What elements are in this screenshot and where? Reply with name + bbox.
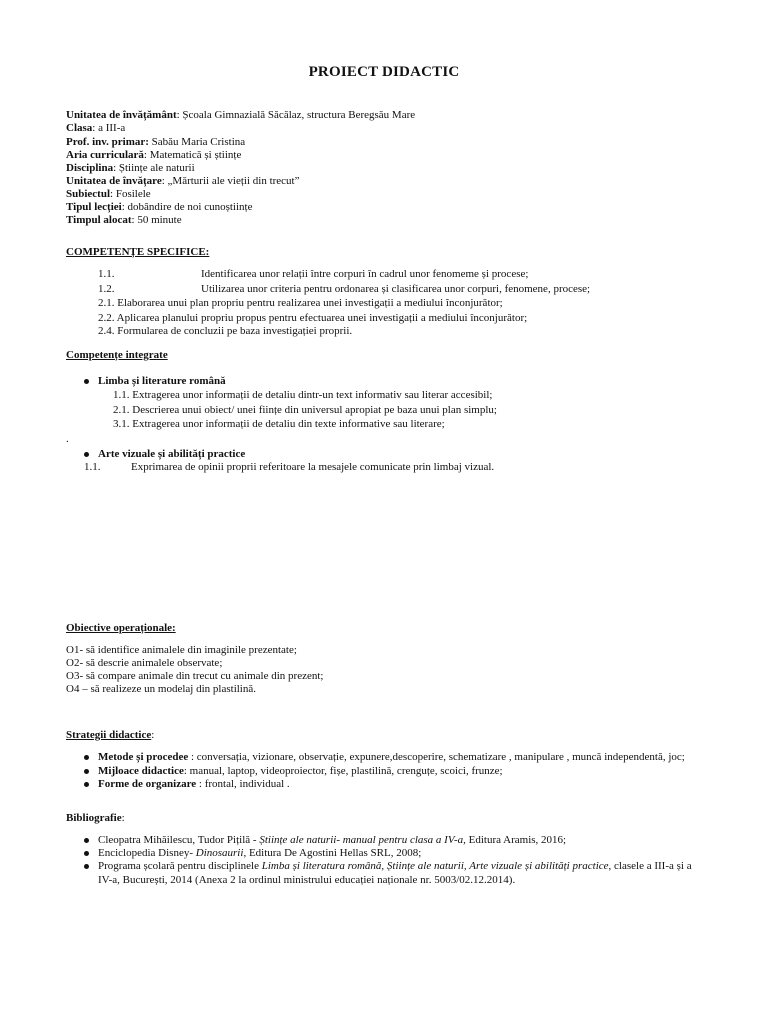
obiective-heading: Obiective operaționale:	[66, 622, 176, 634]
bibliografie-heading: Bibliografie:	[66, 812, 125, 824]
info-profesor: Prof. inv. primar: Sabău Maria Cristina	[66, 136, 246, 148]
competente-specifice-heading: COMPETENȚE SPECIFICE:	[66, 246, 210, 258]
competenta-integrata-item: 2.1. Descrierea unui obiect/ unei ființe din universul apropiat pe baza unui plan simplu;	[113, 404, 497, 416]
bullet-icon	[84, 782, 89, 787]
strategie-item: Forme de organizare : frontal, individual .	[98, 778, 290, 790]
competenta-number: 1.1.	[98, 268, 115, 280]
bullet-icon	[84, 864, 89, 869]
competente-integrate-heading: Competențe integrate	[66, 349, 168, 361]
bullet-icon	[84, 769, 89, 774]
obiectiv-item: O4 – să realizeze un modelaj din plastilină.	[66, 683, 256, 695]
bibliografie-item: Programa școlară pentru disciplinele Limba și literatura română, Științe ale naturii, Arte vizuale și abilități practice, clasele a III-a și a	[98, 860, 692, 872]
competenta-text: 2.1. Elaborarea unui plan propriu pentru realizarea unei investigații a mediului înconjurător;	[98, 297, 503, 309]
info-clasa: Clasa: a III-a	[66, 122, 126, 134]
info-unitatea: Unitatea de învățământ: Școala Gimnazială Săcălaz, structura Beregsău Mare	[66, 109, 416, 121]
competenta-text: Identificarea unor relații între corpuri în cadrul unor fenomeme și procese;	[201, 268, 529, 280]
arte-number: 1.1.	[84, 461, 101, 473]
document-title: PROIECT DIDACTIC	[308, 64, 460, 80]
stray-dot: .	[66, 433, 69, 445]
info-timpul: Timpul alocat: 50 minute	[66, 214, 182, 226]
competenta-number: 1.2.	[98, 283, 115, 295]
strategie-item: Metode și procedee : conversația, vizionare, observație, expunere,descoperire, schematizare , manipulare , muncă independentă, joc;	[98, 751, 685, 763]
limba-romana-label: Limba și literature română	[98, 375, 226, 387]
obiectiv-item: O2- să descrie animalele observate;	[66, 657, 223, 669]
obiectiv-item: O3- să compare animale din trecut cu animale din prezent;	[66, 670, 324, 682]
bibliografie-item-continuation: IV-a, București, 2014 (Anexa 2 la ordinul ministrului educației naționale nr. 5003/02.12.2014).	[98, 874, 516, 886]
bullet-icon	[84, 851, 89, 856]
bullet-icon	[84, 452, 89, 457]
competenta-integrata-item: 3.1. Extragerea unor informații de detaliu din texte informative sau literare;	[113, 418, 445, 430]
bullet-icon	[84, 755, 89, 760]
competenta-text: Utilizarea unor criteria pentru ordonarea și clasificarea unor corpuri, fenomene, procese;	[201, 283, 591, 295]
arte-vizuale-label: Arte vizuale și abilități practice	[98, 448, 246, 460]
competenta-integrata-item: 1.1. Extragerea unor informații de detaliu dintr-un text informativ sau literar accesibil;	[113, 389, 493, 401]
bullet-icon	[84, 379, 89, 384]
info-tipul: Tipul lecției: dobândire de noi cunoștiințe	[66, 201, 253, 213]
info-disciplina: Disciplina: Științe ale naturii	[66, 162, 195, 174]
competenta-text: 2.2. Aplicarea planului propriu propus pentru efectuarea unei investigații a mediului înconjurător;	[98, 312, 528, 324]
competenta-text: 2.4. Formularea de concluzii pe baza investigației proprii.	[98, 325, 353, 337]
bibliografie-item: Cleopatra Mihăilescu, Tudor Pițilă - Științe ale naturii- manual pentru clasa a IV-a, Editura Aramis, 2016;	[98, 834, 567, 846]
bibliografie-item: Enciclopedia Disney- Dinosaurii, Editura De Agostini Hellas SRL, 2008;	[98, 847, 422, 859]
arte-text: Exprimarea de opinii proprii referitoare la mesajele comunicate prin limbaj vizual.	[131, 461, 495, 473]
info-aria: Aria curriculară: Matematică și științe	[66, 149, 242, 161]
strategie-item: Mijloace didactice: manual, laptop, videoproiector, fișe, plastilină, crenguțe, scoici, frunze;	[98, 765, 503, 777]
strategii-heading: Strategii didactice:	[66, 729, 155, 741]
obiectiv-item: O1- să identifice animalele din imaginile prezentate;	[66, 644, 297, 656]
info-unitatea-invatare: Unitatea de învățare: „Mărturii ale vieții din trecut”	[66, 175, 300, 187]
bullet-icon	[84, 838, 89, 843]
info-subiectul: Subiectul: Fosilele	[66, 188, 151, 200]
